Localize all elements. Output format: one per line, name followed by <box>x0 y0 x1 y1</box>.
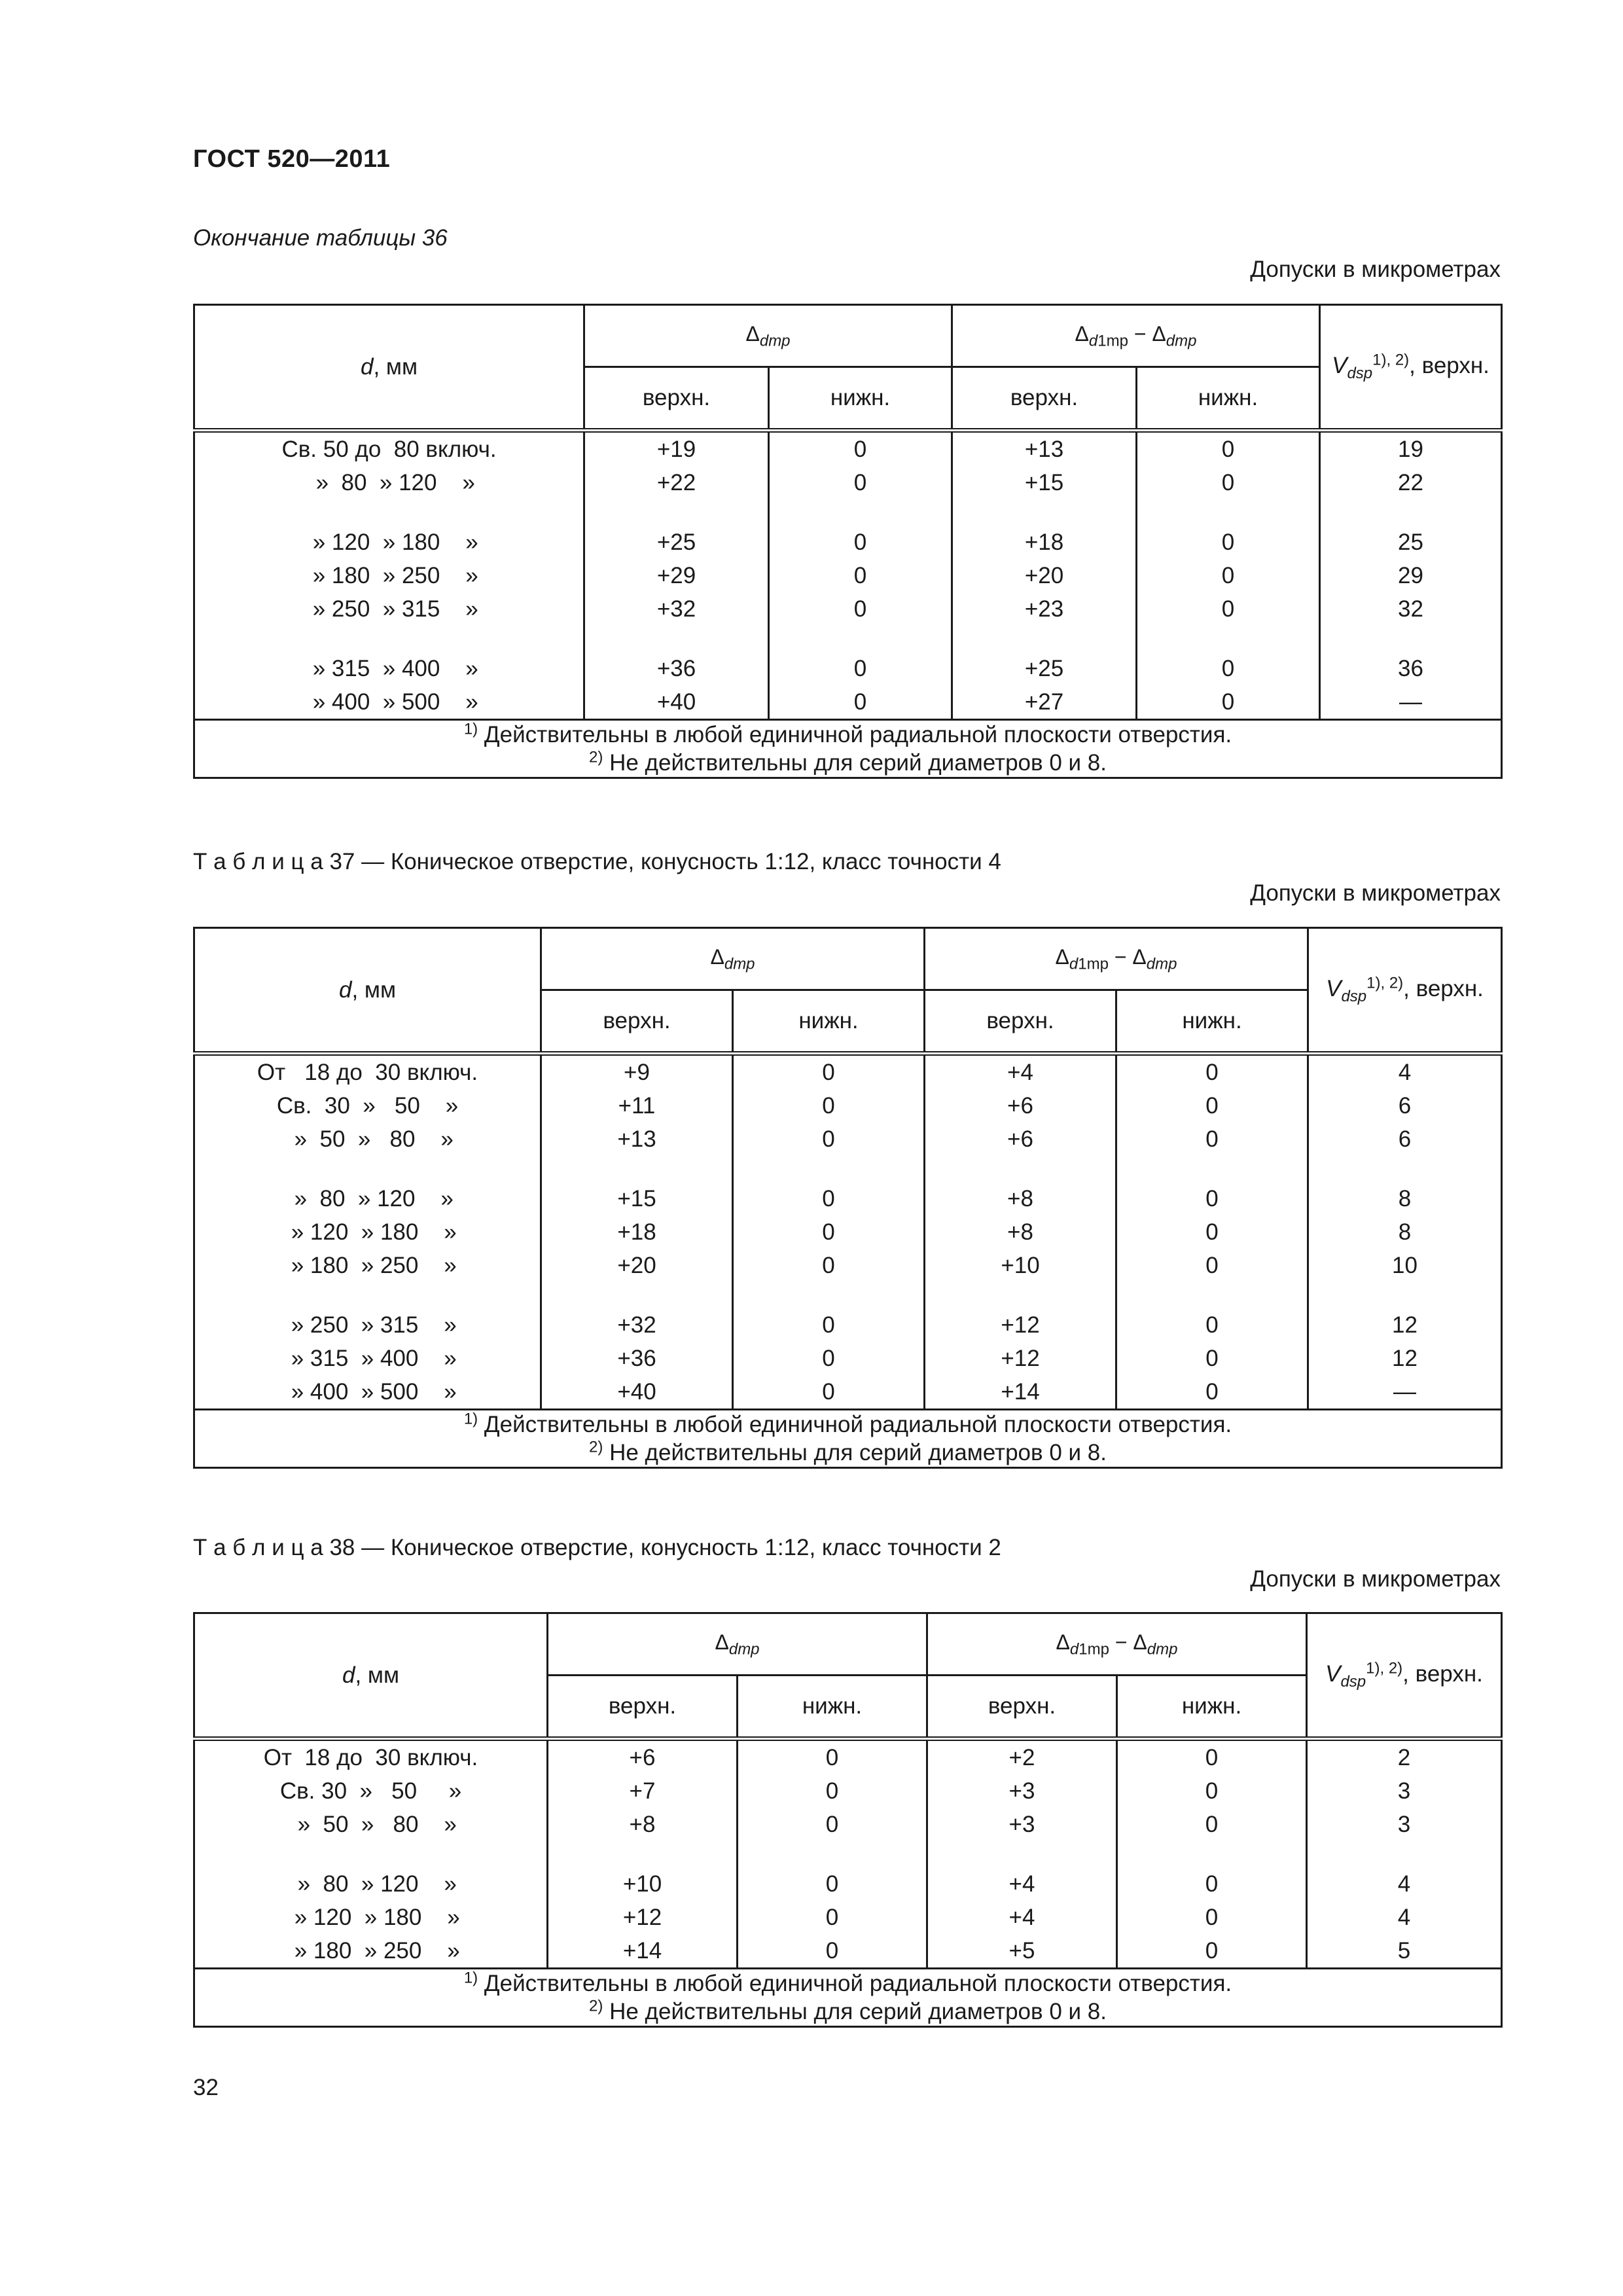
subheader-upper: верхн. <box>541 990 733 1054</box>
footnote-2: $^{2)}$ Не действительны для серий диаметров 0 и 8. <box>589 748 1107 776</box>
column-header-vdsp: $V_{dsp}^{1), 2)}$, верхн. <box>1320 305 1502 431</box>
cell: 6 <box>1308 1122 1502 1156</box>
footnote-2: $^{2)}$ Не действительны для серий диаметров 0 и 8. <box>589 1997 1107 2024</box>
cell: 10 <box>1308 1249 1502 1282</box>
column-header-d: d, мм <box>194 305 584 431</box>
cell: +32 <box>541 1308 733 1342</box>
cell: 36 <box>1320 652 1502 685</box>
cell-d: » 400 » 500 » <box>194 685 584 720</box>
cell: +12 <box>548 1901 738 1934</box>
column-header-d: d, мм <box>194 1613 548 1739</box>
cell: +10 <box>548 1867 738 1901</box>
cell: 0 <box>738 1739 927 1775</box>
cell: +36 <box>541 1342 733 1375</box>
cell-d: » 250 » 315 » <box>194 592 584 626</box>
cell: +40 <box>541 1375 733 1410</box>
cell: 32 <box>1320 592 1502 626</box>
table-row <box>194 526 1502 559</box>
cell: +13 <box>541 1122 733 1156</box>
cell-d: » 400 » 500 » <box>194 1375 541 1410</box>
table-row <box>194 1308 1502 1342</box>
cell: +27 <box>952 685 1137 720</box>
column-header-d1mp: $\Delta_{d1mp} - \Delta_{dmp}$ <box>925 928 1308 990</box>
table-row <box>194 1808 1502 1841</box>
table-notes <box>194 1410 1502 1468</box>
cell: 0 <box>1137 526 1320 559</box>
cell-d: » 120 » 180 » <box>194 1901 548 1934</box>
cell: 3 <box>1307 1808 1502 1841</box>
cell-d: » 250 » 315 » <box>194 1308 541 1342</box>
cell: +36 <box>584 652 769 685</box>
column-header-d1mp: $\Delta_{d1mp} - \Delta_{dmp}$ <box>952 305 1320 367</box>
table38-caption: Т а б л и ц а 38 — Коническое отверстие, конусность 1:12, класс точности 2 <box>193 1535 1001 1560</box>
subheader-upper: верхн. <box>584 367 769 431</box>
table-row <box>194 431 1502 467</box>
cell: +32 <box>584 592 769 626</box>
cell: 0 <box>738 1901 927 1934</box>
table-row <box>194 1375 1502 1410</box>
cell: 29 <box>1320 559 1502 592</box>
table-row <box>194 1739 1502 1775</box>
cell: 4 <box>1308 1054 1502 1090</box>
cell: +4 <box>927 1867 1117 1901</box>
cell: +23 <box>952 592 1137 626</box>
cell: — <box>1320 685 1502 720</box>
cell: 0 <box>1137 559 1320 592</box>
cell: +3 <box>927 1774 1117 1808</box>
cell: +19 <box>584 431 769 467</box>
cell: 0 <box>733 1249 925 1282</box>
cell-d: » 315 » 400 » <box>194 1342 541 1375</box>
cell: 3 <box>1307 1774 1502 1808</box>
cell-d: » 315 » 400 » <box>194 652 584 685</box>
cell: 0 <box>769 592 952 626</box>
cell: +25 <box>584 526 769 559</box>
cell: 0 <box>769 526 952 559</box>
table-row <box>194 1342 1502 1375</box>
subheader-upper: верхн. <box>548 1676 738 1739</box>
cell: 25 <box>1320 526 1502 559</box>
cell: +3 <box>927 1808 1117 1841</box>
table-37 <box>193 927 1503 1469</box>
cell-d: » 180 » 250 » <box>194 1249 541 1282</box>
table-row <box>194 1122 1502 1156</box>
cell: — <box>1308 1375 1502 1410</box>
cell-d: От 18 до 30 включ. <box>194 1054 541 1090</box>
footnote-2: $^{2)}$ Не действительны для серий диаметров 0 и 8. <box>589 1438 1107 1465</box>
table-row <box>194 1867 1502 1901</box>
subheader-lower: нижн. <box>1116 990 1308 1054</box>
cell: 0 <box>1116 1308 1308 1342</box>
subheader-upper: верхн. <box>952 367 1137 431</box>
cell: 12 <box>1308 1342 1502 1375</box>
column-header-vdsp: $V_{dsp}^{1), 2)}$, верхн. <box>1307 1613 1502 1739</box>
cell: +20 <box>541 1249 733 1282</box>
cell: 0 <box>738 1934 927 1969</box>
table36-units: Допуски в микрометрах <box>1250 257 1501 282</box>
cell-d: » 80 » 120 » <box>194 1182 541 1215</box>
cell: +25 <box>952 652 1137 685</box>
table-row <box>194 559 1502 592</box>
cell: 0 <box>1137 652 1320 685</box>
cell: 0 <box>1116 1122 1308 1156</box>
cell-d: » 80 » 120 » <box>194 466 584 499</box>
cell: 0 <box>738 1867 927 1901</box>
cell-d: Св. 30 » 50 » <box>194 1774 548 1808</box>
table-notes <box>194 1969 1502 2027</box>
cell: 0 <box>733 1308 925 1342</box>
cell: 0 <box>1116 1054 1308 1090</box>
cell: +8 <box>548 1808 738 1841</box>
cell: 2 <box>1307 1739 1502 1775</box>
table-38 <box>193 1612 1503 2028</box>
table38-units: Допуски в микрометрах <box>1250 1566 1501 1592</box>
cell: 0 <box>1116 1375 1308 1410</box>
cell: 5 <box>1307 1934 1502 1969</box>
cell: 4 <box>1307 1901 1502 1934</box>
table-row <box>194 1249 1502 1282</box>
cell: +20 <box>952 559 1137 592</box>
cell: 0 <box>733 1122 925 1156</box>
cell: 0 <box>733 1342 925 1375</box>
cell: 0 <box>733 1054 925 1090</box>
cell: 0 <box>769 685 952 720</box>
cell: 0 <box>733 1215 925 1249</box>
cell-d: » 120 » 180 » <box>194 526 584 559</box>
cell: +12 <box>925 1342 1116 1375</box>
page-number: 32 <box>193 2075 219 2100</box>
cell: 0 <box>733 1375 925 1410</box>
table-row <box>194 1901 1502 1934</box>
cell: +7 <box>548 1774 738 1808</box>
cell: +10 <box>925 1249 1116 1282</box>
cell: 6 <box>1308 1089 1502 1122</box>
cell: 0 <box>1117 1901 1307 1934</box>
cell: +6 <box>925 1089 1116 1122</box>
cell: +18 <box>541 1215 733 1249</box>
cell: 4 <box>1307 1867 1502 1901</box>
cell: 0 <box>1137 685 1320 720</box>
cell-d: » 80 » 120 » <box>194 1867 548 1901</box>
subheader-lower: нижн. <box>1117 1676 1307 1739</box>
table37-units: Допуски в микрометрах <box>1250 880 1501 906</box>
table-row <box>194 592 1502 626</box>
table-row <box>194 1934 1502 1969</box>
table36-caption: Окончание таблицы 36 <box>193 225 448 251</box>
cell: +8 <box>925 1182 1116 1215</box>
table-notes <box>194 720 1502 778</box>
column-header-dmp: $\Delta_{dmp}$ <box>548 1613 927 1676</box>
cell: +15 <box>541 1182 733 1215</box>
cell: +4 <box>925 1054 1116 1090</box>
cell: 0 <box>733 1089 925 1122</box>
cell: +2 <box>927 1739 1117 1775</box>
cell: +15 <box>952 466 1137 499</box>
cell: +29 <box>584 559 769 592</box>
cell: 0 <box>733 1182 925 1215</box>
subheader-lower: нижн. <box>733 990 925 1054</box>
footnote-1: $^{1)}$ Действительны в любой единичной радиальной плоскости отверстия. <box>463 1969 1232 1996</box>
cell: 0 <box>1116 1215 1308 1249</box>
cell: 0 <box>1116 1249 1308 1282</box>
cell: +12 <box>925 1308 1116 1342</box>
cell: +6 <box>548 1739 738 1775</box>
cell: 0 <box>769 466 952 499</box>
table-row <box>194 1774 1502 1808</box>
cell: 0 <box>738 1774 927 1808</box>
cell: +14 <box>548 1934 738 1969</box>
cell: 0 <box>769 652 952 685</box>
cell: +14 <box>925 1375 1116 1410</box>
cell-d: » 120 » 180 » <box>194 1215 541 1249</box>
cell: 0 <box>1117 1867 1307 1901</box>
cell: 12 <box>1308 1308 1502 1342</box>
cell: 0 <box>1137 592 1320 626</box>
cell: 0 <box>1116 1342 1308 1375</box>
cell: +4 <box>927 1901 1117 1934</box>
cell-d: » 180 » 250 » <box>194 559 584 592</box>
cell: +13 <box>952 431 1137 467</box>
cell: 0 <box>1116 1089 1308 1122</box>
column-header-d1mp: $\Delta_{d1mp} - \Delta_{dmp}$ <box>927 1613 1307 1676</box>
cell: 0 <box>1116 1182 1308 1215</box>
cell: +18 <box>952 526 1137 559</box>
table-36-end <box>193 304 1503 779</box>
table-row <box>194 1054 1502 1090</box>
table-row <box>194 1215 1502 1249</box>
cell: 22 <box>1320 466 1502 499</box>
cell: +6 <box>925 1122 1116 1156</box>
cell-d: » 50 » 80 » <box>194 1122 541 1156</box>
column-header-dmp: $\Delta_{dmp}$ <box>541 928 925 990</box>
cell: 0 <box>1137 466 1320 499</box>
cell: 0 <box>1137 431 1320 467</box>
cell: 8 <box>1308 1182 1502 1215</box>
cell: +11 <box>541 1089 733 1122</box>
footnote-1: $^{1)}$ Действительны в любой единичной радиальной плоскости отверстия. <box>463 720 1232 747</box>
cell: 0 <box>738 1808 927 1841</box>
cell: +9 <box>541 1054 733 1090</box>
cell: 0 <box>1117 1808 1307 1841</box>
subheader-lower: нижн. <box>769 367 952 431</box>
cell: 0 <box>769 431 952 467</box>
cell: +40 <box>584 685 769 720</box>
cell: 0 <box>1117 1739 1307 1775</box>
cell: 0 <box>1117 1934 1307 1969</box>
table-row <box>194 652 1502 685</box>
table-row <box>194 1089 1502 1122</box>
column-header-dmp: $\Delta_{dmp}$ <box>584 305 952 367</box>
subheader-upper: верхн. <box>925 990 1116 1054</box>
cell: 19 <box>1320 431 1502 467</box>
cell: +22 <box>584 466 769 499</box>
cell: 8 <box>1308 1215 1502 1249</box>
subheader-lower: нижн. <box>1137 367 1320 431</box>
column-header-vdsp: $V_{dsp}^{1), 2)}$, верхн. <box>1308 928 1502 1054</box>
table-row <box>194 466 1502 499</box>
cell-d: » 180 » 250 » <box>194 1934 548 1969</box>
cell: 0 <box>769 559 952 592</box>
column-header-d: d, мм <box>194 928 541 1054</box>
subheader-lower: нижн. <box>738 1676 927 1739</box>
table-row <box>194 1182 1502 1215</box>
cell: 0 <box>1117 1774 1307 1808</box>
footnote-1: $^{1)}$ Действительны в любой единичной радиальной плоскости отверстия. <box>463 1410 1232 1437</box>
cell: +8 <box>925 1215 1116 1249</box>
cell-d: » 50 » 80 » <box>194 1808 548 1841</box>
cell: +5 <box>927 1934 1117 1969</box>
table37-caption: Т а б л и ц а 37 — Коническое отверстие, конусность 1:12, класс точности 4 <box>193 849 1001 874</box>
document-header: ГОСТ 520—2011 <box>193 145 391 173</box>
cell-d: Св. 30 » 50 » <box>194 1089 541 1122</box>
cell-d: Св. 50 до 80 включ. <box>194 431 584 467</box>
subheader-upper: верхн. <box>927 1676 1117 1739</box>
cell-d: От 18 до 30 включ. <box>194 1739 548 1775</box>
table-row <box>194 685 1502 720</box>
